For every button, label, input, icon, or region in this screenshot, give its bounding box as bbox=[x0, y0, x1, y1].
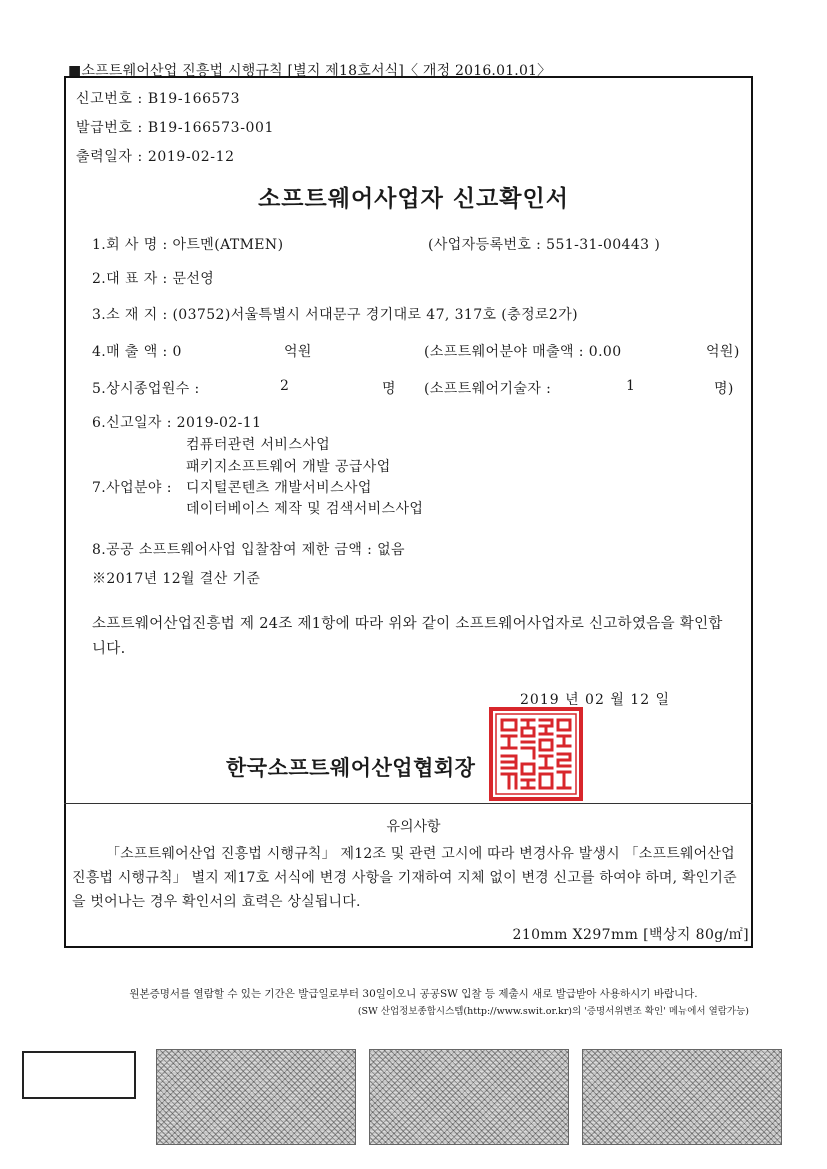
document-title: 소프트웨어사업자 신고확인서 bbox=[258, 186, 569, 212]
staff-count-value: 2 bbox=[280, 378, 290, 394]
biz-field-label: 7.사업분야 : bbox=[92, 480, 172, 496]
security-pattern bbox=[369, 1049, 569, 1145]
company-name: 1.회 사 명 : 아트멘(ATMEN) bbox=[92, 237, 284, 253]
representative: 2.대 표 자 : 문선영 bbox=[92, 271, 215, 287]
notice-body: 「소프트웨어산업 진흥법 시행규칙」 제12조 및 관련 고시에 따라 변경사유 발생시 「소프트웨어산업 진흥법 시행규칙」 별지 제17호 서식에 변경 사항을 기재하여 지체 없이 변경 신고를 하여야 하며, 확인기준을 벗어나는 경우 확인서의 효력은 상실됩니다. bbox=[72, 846, 737, 910]
staff-count-label: 5.상시종업원수 : bbox=[92, 381, 200, 397]
biz-field-item: 디지털콘텐츠 개발서비스사업 bbox=[186, 480, 372, 496]
footer-note-link: (SW 산업정보종합시스템(http://www.swit.or.kr)의 '증명서위변조 확인' 메뉴에서 열람가능) bbox=[357, 1006, 749, 1017]
settlement-basis: ※2017년 12월 결산 기준 bbox=[92, 571, 261, 587]
official-seal-icon bbox=[488, 706, 584, 802]
report-date: 6.신고일자 : 2019-02-11 bbox=[92, 415, 262, 431]
sw-engineer-label: (소프트웨어기술자 : bbox=[424, 381, 552, 397]
sw-engineer-value: 1 bbox=[626, 378, 636, 394]
notice-divider bbox=[64, 803, 753, 804]
security-pattern bbox=[582, 1049, 782, 1145]
confirmation-text: 소프트웨어산업진흥법 제 24조 제1항에 따라 위와 같이 소프트웨어사업자로 신고하였음을 확인합니다. bbox=[92, 616, 723, 657]
signer-title: 한국소프트웨어산업협회장 bbox=[226, 756, 476, 780]
print-date: 출력일자 : 2019-02-12 bbox=[76, 149, 235, 165]
barcode-stub bbox=[22, 1051, 136, 1099]
bid-limit: 8.공공 소프트웨어사업 입찰참여 제한 금액 : 없음 bbox=[92, 542, 405, 558]
biz-field-item: 컴퓨터관련 서비스사업 bbox=[186, 437, 331, 453]
issue-number: 발급번호 : B19-166573-001 bbox=[76, 120, 275, 136]
form-header-text: 소프트웨어산업 진흥법 시행규칙 [별지 제18호서식]〈 개정 2016.01.01〉 bbox=[81, 63, 552, 79]
paper-size: 210mm X297mm [백상지 80g/㎡] bbox=[512, 927, 749, 943]
header-square-icon: ■ bbox=[68, 63, 82, 79]
report-number: 신고번호 : B19-166573 bbox=[76, 91, 241, 107]
security-pattern bbox=[156, 1049, 356, 1145]
issue-date: 2019 년 02 월 12 일 bbox=[520, 692, 671, 708]
sw-engineer-unit: 명) bbox=[714, 381, 734, 397]
biz-field-item: 데이터베이스 제작 및 검색서비스사업 bbox=[186, 501, 424, 517]
sw-sales-amount: (소프트웨어분야 매출액 : 0.00 bbox=[424, 344, 622, 360]
staff-count-unit: 명 bbox=[382, 381, 396, 397]
address: 3.소 재 지 : (03752)서울특별시 서대문구 경기대로 47, 317호 (충정로2가) bbox=[92, 307, 579, 323]
sw-sales-unit: 억원) bbox=[706, 344, 740, 360]
sales-amount: 4.매 출 액 : 0 bbox=[92, 344, 182, 360]
biz-field-item: 패키지소프트웨어 개발 공급사업 bbox=[186, 459, 391, 475]
sales-unit: 억원 bbox=[284, 344, 312, 360]
footer-note: 원본증명서를 열람할 수 있는 기간은 발급일로부터 30일이오니 공공SW 입찰 등 제출시 새로 발급받아 사용하시기 바랍니다. bbox=[129, 988, 698, 1000]
notice-title: 유의사항 bbox=[386, 819, 441, 835]
business-reg-number: (사업자등록번호 : 551-31-00443 ) bbox=[428, 237, 661, 253]
